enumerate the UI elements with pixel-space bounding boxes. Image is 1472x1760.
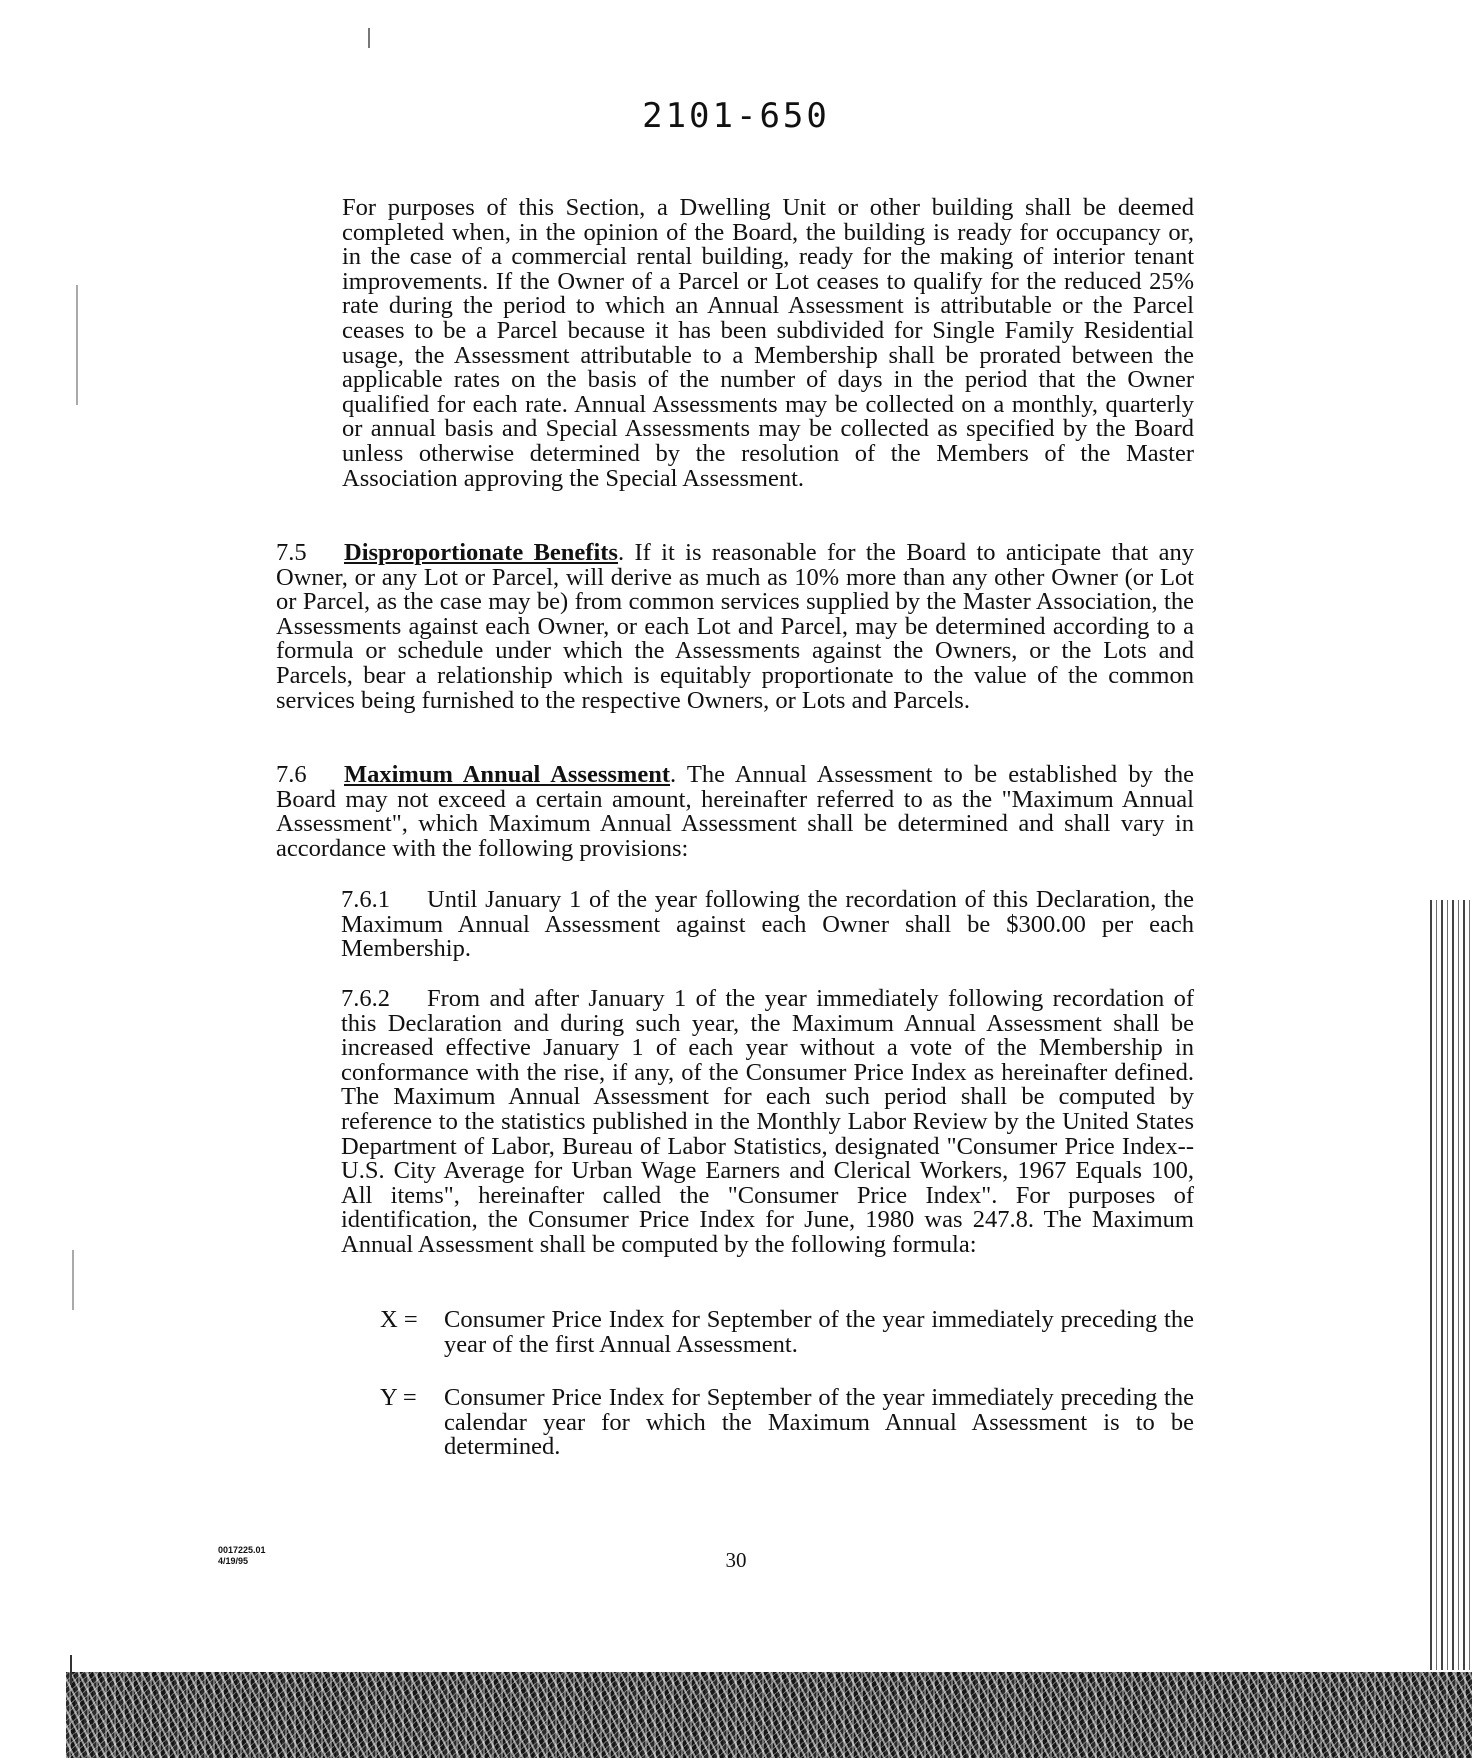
scan-edge-lines xyxy=(1430,900,1472,1670)
definition-y-text: Consumer Price Index for September of the year immediately preceding the calendar year for which the Maximum Annual Assessment is to be determined. xyxy=(444,1384,1194,1461)
section-7-6-1 xyxy=(341,888,1194,962)
scan-mark xyxy=(70,1655,72,1685)
section-heading: Maximum Annual Assessment xyxy=(344,761,670,788)
intro-paragraph: For purposes of this Section, a Dwelling Unit or other building shall be deemed completed when, in the opinion of the Board, the building is ready for occupancy or, in the case of a commercial rental building, ready for the making of interior tenant improvements. If the Owner of a Parcel or Lot ceases to qualify for the reduced 25% rate during the period to which an Annual Assessment is attributable or the Parcel ceases to be a Parcel because it has been subdivided for Single Family Residential usage, the Assessment attributable to a Membership shall be prorated between the applicable rates on the basis of the number of days in the period that the Owner qualified for each rate. Annual Assessments may be collected on a monthly, quarterly or annual basis and Special Assessments may be collected as specified by the Board unless otherwise determined by the resolution of the Members of the Master Association approving the Special Assessment. xyxy=(342,194,1194,492)
page-number: 30 xyxy=(725,1548,747,1572)
section-7-6-2 xyxy=(341,987,1194,1258)
section-number: 7.5 xyxy=(276,539,307,566)
section-text: From and after January 1 of the year immediately following recordation of this Declaration and during such year, the Maximum Annual Assessment shall be increased effective January 1 of each year without a vote of the Membership in conformance with the rise, if any, of the Consumer Price Index as hereinafter defined. The Maximum Annual Assessment for each such period shall be computed by reference to the statistics published in the Monthly Labor Review by the United States Department of Labor, Bureau of Labor Statistics, designated "Consumer Price Index--U.S. City Average for Urban Wage Earners and Clerical Workers, 1967 Equals 100, All items", hereinafter called the "Consumer Price Index". For purposes of identification, the Consumer Price Index for June, 1980 was 247.8. The Maximum Annual Assessment shall be computed by the following formula: xyxy=(341,985,1194,1258)
section-text: If it is reasonable for the Board to anticipate that any Owner, or any Lot or Parcel, will derive as much as 10% more than any other Owner (or Lot or Parcel, as the case may be) from common services supplied by the Master Association, the Assessments against each Owner, or each Lot and Parcel, may be determined according to a formula or schedule under which the Assessments against the Owners, or the Lots and Parcels, bear a relationship which is equitably proportionate to the value of the common services being furnished to the respective Owners, or Lots and Parcels. xyxy=(276,539,1194,714)
section-number: 7.6 xyxy=(276,761,307,788)
section-7-5 xyxy=(276,541,1194,713)
definition-x-label: X = xyxy=(380,1306,418,1333)
section-7-6 xyxy=(276,763,1194,861)
section-number: 7.6.1 xyxy=(341,886,390,913)
heading-period: . xyxy=(669,761,677,788)
doc-id: 0017225.01 xyxy=(218,1545,266,1555)
definition-y-label: Y = xyxy=(380,1384,417,1411)
doc-date: 4/19/95 xyxy=(218,1556,249,1566)
book-page-number: 2101-650 xyxy=(642,96,830,136)
heading-period: . xyxy=(617,539,625,566)
definition-x-text: Consumer Price Index for September of the year immediately preceding the year of the first Annual Assessment. xyxy=(444,1306,1194,1358)
scan-mark xyxy=(76,285,78,405)
section-heading: Disproportionate Benefits xyxy=(344,539,618,566)
scan-mark xyxy=(368,28,370,48)
scan-noise-band xyxy=(66,1672,1472,1758)
section-text: The Annual Assessment to be established by the Board may not exceed a certain amount, hereinafter referred to as the "Maximum Annual Assessment", which Maximum Annual Assessment shall be determined and shall vary in accordance with the following provisions: xyxy=(276,761,1194,862)
scan-mark xyxy=(72,1250,74,1310)
section-text: Until January 1 of the year following the recordation of this Declaration, the Maximum Annual Assessment against each Owner shall be $300.00 per each Membership. xyxy=(341,886,1194,963)
section-number: 7.6.2 xyxy=(341,985,390,1012)
